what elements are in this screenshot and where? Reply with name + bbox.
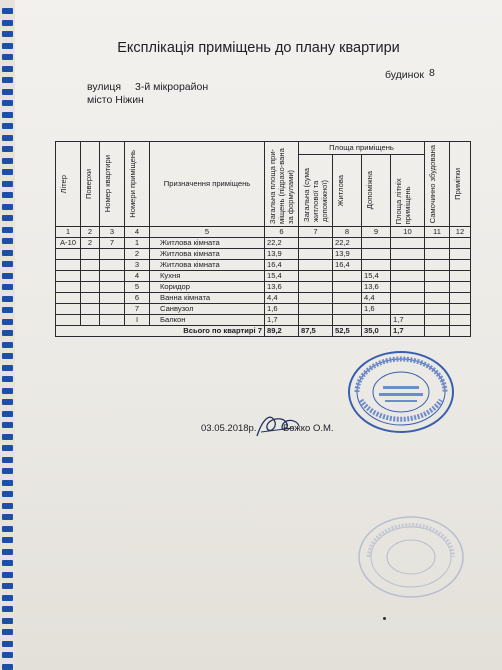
- cell-aux: 13,6: [362, 282, 391, 293]
- header-row: [56, 142, 471, 155]
- header-purpose: Призначення приміщень: [150, 142, 265, 227]
- rooms-table: [55, 141, 471, 337]
- cell-apt: [100, 282, 125, 293]
- cell-total: 13,6: [265, 282, 299, 293]
- cell-unauth: [425, 315, 450, 326]
- binding-coil: [2, 641, 13, 647]
- binding-coil: [2, 296, 13, 302]
- cell-living: [333, 293, 362, 304]
- table-row: [56, 304, 471, 315]
- total-label: Всього по квартирі 7: [56, 326, 265, 337]
- cell-aux: [362, 315, 391, 326]
- cell-unauth: [425, 249, 450, 260]
- cell-purpose: Кухня: [150, 271, 265, 282]
- cell-room: 6: [125, 293, 150, 304]
- cell-summer: [391, 271, 425, 282]
- cell-sum: [299, 271, 333, 282]
- cell-living: [333, 304, 362, 315]
- col-number: 8: [333, 227, 362, 238]
- stamp-bleed-through: [355, 513, 467, 601]
- binding-coil: [2, 146, 13, 152]
- signature-date: 03.05.2018р.: [201, 423, 257, 434]
- header-unauth: Самочинно збудована: [425, 142, 450, 227]
- cell-sum: [299, 260, 333, 271]
- binding-coil: [2, 445, 13, 451]
- binding-coil: [2, 468, 13, 474]
- binding-coil: [2, 54, 13, 60]
- binding-coil: [2, 273, 13, 279]
- binding-coil: [2, 135, 13, 141]
- table-row: [56, 271, 471, 282]
- cell-purpose: Балкон: [150, 315, 265, 326]
- cell-notes: [450, 282, 471, 293]
- col-number: 7: [299, 227, 333, 238]
- binding-coil: [2, 618, 13, 624]
- binding-coil: [2, 365, 13, 371]
- cell-aux: 4,4: [362, 293, 391, 304]
- binding-coil: [2, 330, 13, 336]
- total-aux: 35,0: [362, 326, 391, 337]
- street-value: 3-й мікрорайон: [135, 81, 209, 93]
- binding-coil: [2, 112, 13, 118]
- cell-room: I: [125, 315, 150, 326]
- cell-living: 22,2: [333, 238, 362, 249]
- header-room-no: Номери приміщень: [125, 142, 150, 227]
- cell-room: 1: [125, 238, 150, 249]
- cell-aux: 1,6: [362, 304, 391, 315]
- cell-floors: 2: [81, 238, 100, 249]
- cell-liter: [56, 271, 81, 282]
- cell-floors: [81, 315, 100, 326]
- official-stamp: [345, 348, 457, 436]
- cell-sum: [299, 315, 333, 326]
- binding-coil: [2, 181, 13, 187]
- cell-room: 7: [125, 304, 150, 315]
- cell-purpose: Житлова кімната: [150, 260, 265, 271]
- cell-room: 2: [125, 249, 150, 260]
- cell-summer: 1,7: [391, 315, 425, 326]
- cell-sum: [299, 304, 333, 315]
- binding-coil: [2, 503, 13, 509]
- cell-liter: [56, 315, 81, 326]
- header-area-group: Площа приміщень: [299, 142, 425, 155]
- col-number: 12: [450, 227, 471, 238]
- cell-sum: [299, 249, 333, 260]
- binding-coil: [2, 583, 13, 589]
- table-row: [56, 260, 471, 271]
- cell-summer: [391, 282, 425, 293]
- binding-coil: [2, 549, 13, 555]
- binding-coil: [2, 77, 13, 83]
- binding-coil: [2, 342, 13, 348]
- binding-coil: [2, 31, 13, 37]
- binding-coil: [2, 526, 13, 532]
- cell-total: 1,6: [265, 304, 299, 315]
- header-sum: Загальна (сума житлової та допоміжної): [299, 154, 333, 226]
- cell-notes: [450, 304, 471, 315]
- cell-total: 16,4: [265, 260, 299, 271]
- ink-dot: [383, 617, 386, 620]
- header-apt-no: Номер квартири: [100, 142, 125, 227]
- cell-unauth: [425, 304, 450, 315]
- binding-coil: [2, 204, 13, 210]
- binding-coil: [2, 89, 13, 95]
- cell-room: 5: [125, 282, 150, 293]
- header-notes: Примітки: [450, 142, 471, 227]
- cell-summer: [391, 249, 425, 260]
- cell-apt: [100, 271, 125, 282]
- cell-summer: [391, 260, 425, 271]
- binding-coil: [2, 100, 13, 106]
- total-unauth: [425, 326, 450, 337]
- cell-total: 13,9: [265, 249, 299, 260]
- col-number: 3: [100, 227, 125, 238]
- binding-coil: [2, 123, 13, 129]
- cell-notes: [450, 293, 471, 304]
- city-value: місто Ніжин: [87, 94, 144, 106]
- cell-total: 4,4: [265, 293, 299, 304]
- binding-coil: [2, 319, 13, 325]
- cell-purpose: Санвузол: [150, 304, 265, 315]
- binding-coil: [2, 491, 13, 497]
- cell-liter: [56, 304, 81, 315]
- cell-summer: [391, 238, 425, 249]
- binding-coil: [2, 376, 13, 382]
- cell-notes: [450, 271, 471, 282]
- cell-room: 3: [125, 260, 150, 271]
- cell-apt: [100, 293, 125, 304]
- header-total: Загальна площа при-міщень (підрахо-вана за формулами): [265, 142, 299, 227]
- binding-coil: [2, 652, 13, 658]
- binding-coil: [2, 227, 13, 233]
- cell-floors: [81, 271, 100, 282]
- binding-coil: [2, 43, 13, 49]
- total-living: 52,5: [333, 326, 362, 337]
- cell-purpose: Житлова кімната: [150, 249, 265, 260]
- total-row: [56, 326, 471, 337]
- cell-floors: [81, 304, 100, 315]
- table-row: [56, 249, 471, 260]
- col-number: 2: [81, 227, 100, 238]
- binding-coil: [2, 606, 13, 612]
- col-number: 11: [425, 227, 450, 238]
- cell-floors: [81, 293, 100, 304]
- document-page: [15, 0, 502, 670]
- building-label: будинок: [385, 69, 424, 81]
- header-floors: Поверхи: [81, 142, 100, 227]
- binding-coil: [2, 169, 13, 175]
- cell-unauth: [425, 238, 450, 249]
- cell-purpose: Житлова кімната: [150, 238, 265, 249]
- cell-notes: [450, 315, 471, 326]
- spiral-binding: [0, 0, 16, 670]
- cell-living: 13,9: [333, 249, 362, 260]
- binding-coil: [2, 307, 13, 313]
- binding-coil: [2, 284, 13, 290]
- binding-coil: [2, 66, 13, 72]
- cell-summer: [391, 293, 425, 304]
- cell-floors: [81, 282, 100, 293]
- cell-notes: [450, 260, 471, 271]
- col-number: 1: [56, 227, 81, 238]
- column-numbers-row: [56, 227, 471, 238]
- cell-aux: [362, 238, 391, 249]
- document-title: Експлікація приміщень до плану квартири: [117, 40, 400, 56]
- header-aux: Допоміжна: [362, 154, 391, 226]
- table-body: [56, 238, 471, 326]
- binding-coil: [2, 353, 13, 359]
- building-value: 8: [429, 67, 435, 79]
- cell-room: 4: [125, 271, 150, 282]
- table-row: [56, 282, 471, 293]
- binding-coil: [2, 388, 13, 394]
- cell-unauth: [425, 293, 450, 304]
- binding-coil: [2, 261, 13, 267]
- binding-coil: [2, 250, 13, 256]
- cell-notes: [450, 249, 471, 260]
- cell-total: 15,4: [265, 271, 299, 282]
- signature-name: Божко О.М.: [283, 423, 334, 434]
- binding-coil: [2, 457, 13, 463]
- cell-living: [333, 282, 362, 293]
- binding-coil: [2, 629, 13, 635]
- cell-aux: [362, 249, 391, 260]
- cell-living: 16,4: [333, 260, 362, 271]
- binding-coil: [2, 595, 13, 601]
- col-number: 4: [125, 227, 150, 238]
- table-row: [56, 293, 471, 304]
- cell-living: [333, 271, 362, 282]
- cell-apt: [100, 304, 125, 315]
- cell-apt: 7: [100, 238, 125, 249]
- binding-coil: [2, 238, 13, 244]
- binding-coil: [2, 158, 13, 164]
- binding-coil: [2, 411, 13, 417]
- binding-coil: [2, 480, 13, 486]
- cell-unauth: [425, 260, 450, 271]
- binding-coil: [2, 8, 13, 14]
- cell-summer: [391, 304, 425, 315]
- cell-liter: А-10: [56, 238, 81, 249]
- total-notes: [450, 326, 471, 337]
- col-number: 10: [391, 227, 425, 238]
- cell-sum: [299, 238, 333, 249]
- binding-coil: [2, 664, 13, 670]
- cell-sum: [299, 282, 333, 293]
- cell-floors: [81, 260, 100, 271]
- cell-unauth: [425, 282, 450, 293]
- cell-liter: [56, 293, 81, 304]
- binding-coil: [2, 537, 13, 543]
- table-row: [56, 315, 471, 326]
- col-number: 9: [362, 227, 391, 238]
- binding-coil: [2, 434, 13, 440]
- cell-liter: [56, 249, 81, 260]
- cell-unauth: [425, 271, 450, 282]
- cell-liter: [56, 260, 81, 271]
- col-number: 6: [265, 227, 299, 238]
- cell-floors: [81, 249, 100, 260]
- col-number: 5: [150, 227, 265, 238]
- binding-coil: [2, 422, 13, 428]
- cell-total: 1,7: [265, 315, 299, 326]
- table-row: [56, 238, 471, 249]
- street-label: вулиця: [87, 81, 122, 93]
- total-sum: 87,5: [299, 326, 333, 337]
- binding-coil: [2, 192, 13, 198]
- cell-apt: [100, 260, 125, 271]
- binding-coil: [2, 399, 13, 405]
- binding-coil: [2, 20, 13, 26]
- cell-aux: [362, 260, 391, 271]
- cell-aux: 15,4: [362, 271, 391, 282]
- binding-coil: [2, 215, 13, 221]
- cell-sum: [299, 293, 333, 304]
- cell-purpose: Ванна кімната: [150, 293, 265, 304]
- cell-living: [333, 315, 362, 326]
- cell-apt: [100, 315, 125, 326]
- cell-apt: [100, 249, 125, 260]
- binding-coil: [2, 560, 13, 566]
- binding-coil: [2, 514, 13, 520]
- cell-total: 22,2: [265, 238, 299, 249]
- binding-coil: [2, 572, 13, 578]
- header-summer: Площа літніх приміщень: [391, 154, 425, 226]
- header-liter: Літер: [56, 142, 81, 227]
- cell-notes: [450, 238, 471, 249]
- cell-purpose: Коридор: [150, 282, 265, 293]
- cell-liter: [56, 282, 81, 293]
- header-living: Житлова: [333, 154, 362, 226]
- total-summer: 1,7: [391, 326, 425, 337]
- total-area: 89,2: [265, 326, 299, 337]
